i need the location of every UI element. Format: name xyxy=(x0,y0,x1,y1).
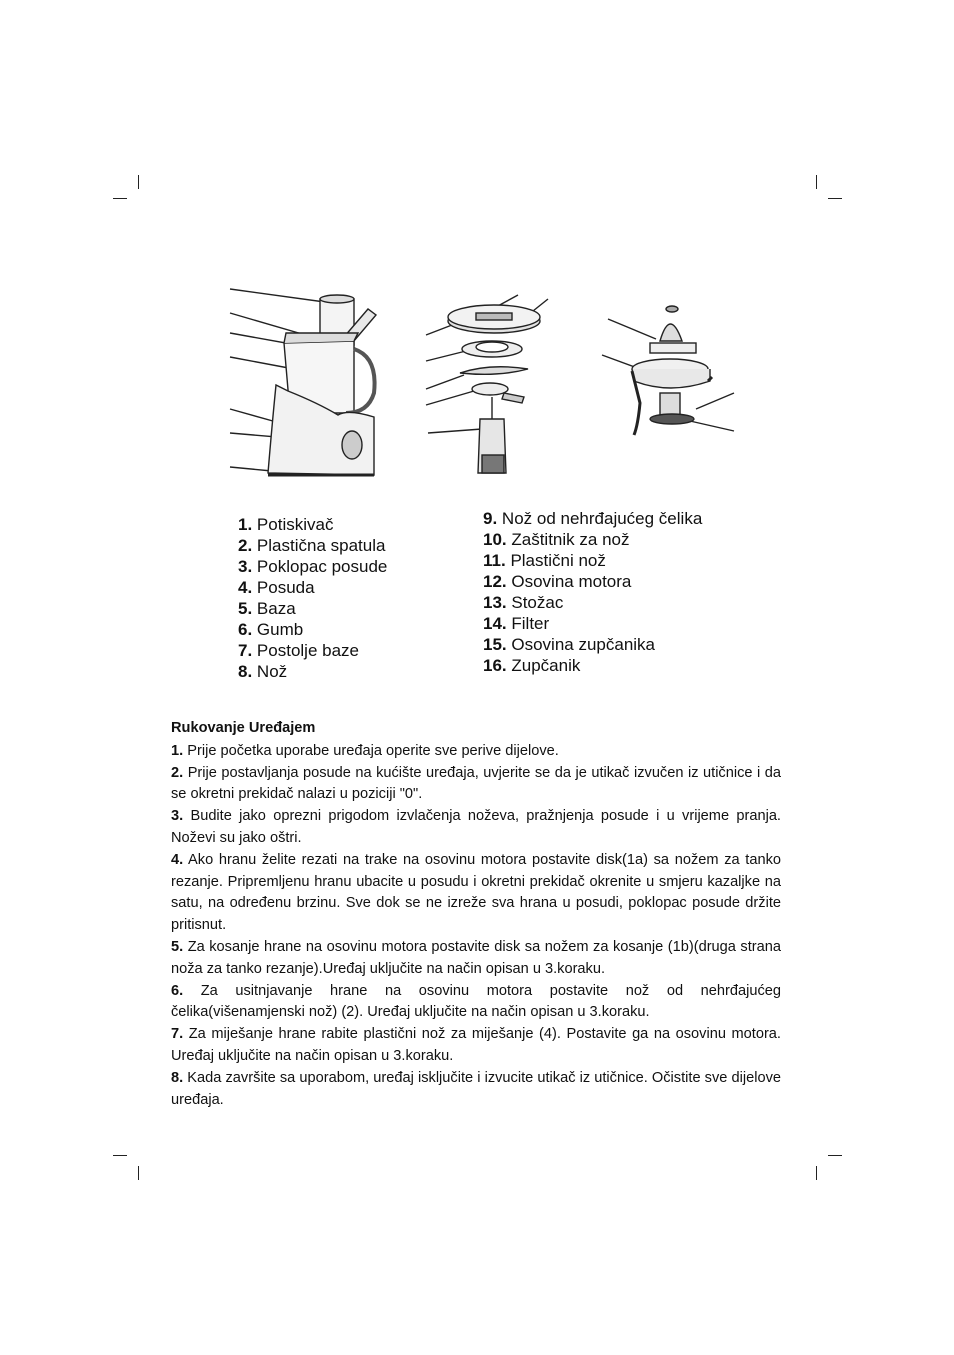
crop-mark xyxy=(113,1155,127,1156)
crop-mark xyxy=(828,1155,842,1156)
list-item: 9. Nož od nehrđajućeg čelika xyxy=(483,509,703,528)
list-item: 6. Gumb xyxy=(238,620,304,639)
list-item: 11. Plastični nož xyxy=(483,551,606,570)
instruction-step: 7. Za miješanje hrane rabite plastični nož za miješanje (4). Postavite ga na osovinu motora. Uređaj uključite na način opisan u 3.koraku. xyxy=(171,1026,781,1064)
list-item: 13. Stožac xyxy=(483,593,564,612)
instruction-step: 5. Za kosanje hrane na osovinu motora postavite disk sa nožem za kosanje (1b)(druga strana noža za tanko rezanje).Uređaj uključite na način opisan u 3.koraku. xyxy=(171,938,781,977)
crop-mark xyxy=(816,175,817,189)
list-item: 12. Osovina motora xyxy=(483,572,632,591)
list-item: 15. Osovina zupčanika xyxy=(483,635,656,654)
parts-list-left xyxy=(238,514,387,682)
list-item: 10. Zaštitnik za nož xyxy=(483,530,630,549)
section-title: Rukovanje Uređajem xyxy=(171,720,316,736)
list-item: 3. Poklopac posude xyxy=(238,557,388,576)
instruction-step: 2. Prije postavljanja posude na kućište uređaja, uvjerite se da je utikač izvučen iz utičnice i da se okretni prekidač nalazi u poziciji "0". xyxy=(171,764,781,803)
instruction-step: 3. Budite jako oprezni prigodom izvlačenja noževa, pražnjenja posude i u vrijeme pranja. Noževi su jako oštri. xyxy=(171,808,781,846)
list-item: 2. Plastična spatula xyxy=(238,536,386,555)
instructions-section xyxy=(171,718,781,1111)
crop-mark xyxy=(828,198,842,199)
list-item: 16. Zupčanik xyxy=(483,656,581,675)
crop-mark xyxy=(113,198,127,199)
crop-mark xyxy=(816,1166,817,1180)
list-item: 8. Nož xyxy=(238,662,288,681)
instruction-step: 4. Ako hranu želite rezati na trake na osovinu motora postavite disk(1a) sa nožem za tanko rezanje. Pripremljenu hranu ubacite u posudu i okretni prekidač okrenite u smjeru kazaljke na satu, na određenu brzinu. Sve dok se ne izreže sva hrana u posudi, poklopac posude držite pritisnut. xyxy=(171,851,781,934)
list-item: 1. Potiskivač xyxy=(238,515,334,534)
instruction-step: 8. Kada završite sa uporabom, uređaj isključite i izvucite utikač iz utičnice. Očistite sve dijelove uređaja. xyxy=(171,1069,781,1108)
parts-list-right xyxy=(483,508,702,676)
list-item: 4. Posuda xyxy=(238,578,315,597)
instruction-step: 6. Za usitnjavanje hrane na osovinu motora postavite nož od nehrđajućeg čelika(višenamjenski nož) (2). Uređaj uključite na način opisan u 3.koraku. xyxy=(171,982,781,1021)
list-item: 7. Postolje baze xyxy=(238,641,359,660)
crop-mark xyxy=(138,1166,139,1180)
list-item: 5. Baza xyxy=(238,599,296,618)
instruction-step: 1. Prije početka uporabe uređaja operite sve perive dijelove. xyxy=(171,742,559,759)
list-item: 14. Filter xyxy=(483,614,550,633)
food-processor-illustration xyxy=(228,285,738,485)
crop-mark xyxy=(138,175,139,189)
